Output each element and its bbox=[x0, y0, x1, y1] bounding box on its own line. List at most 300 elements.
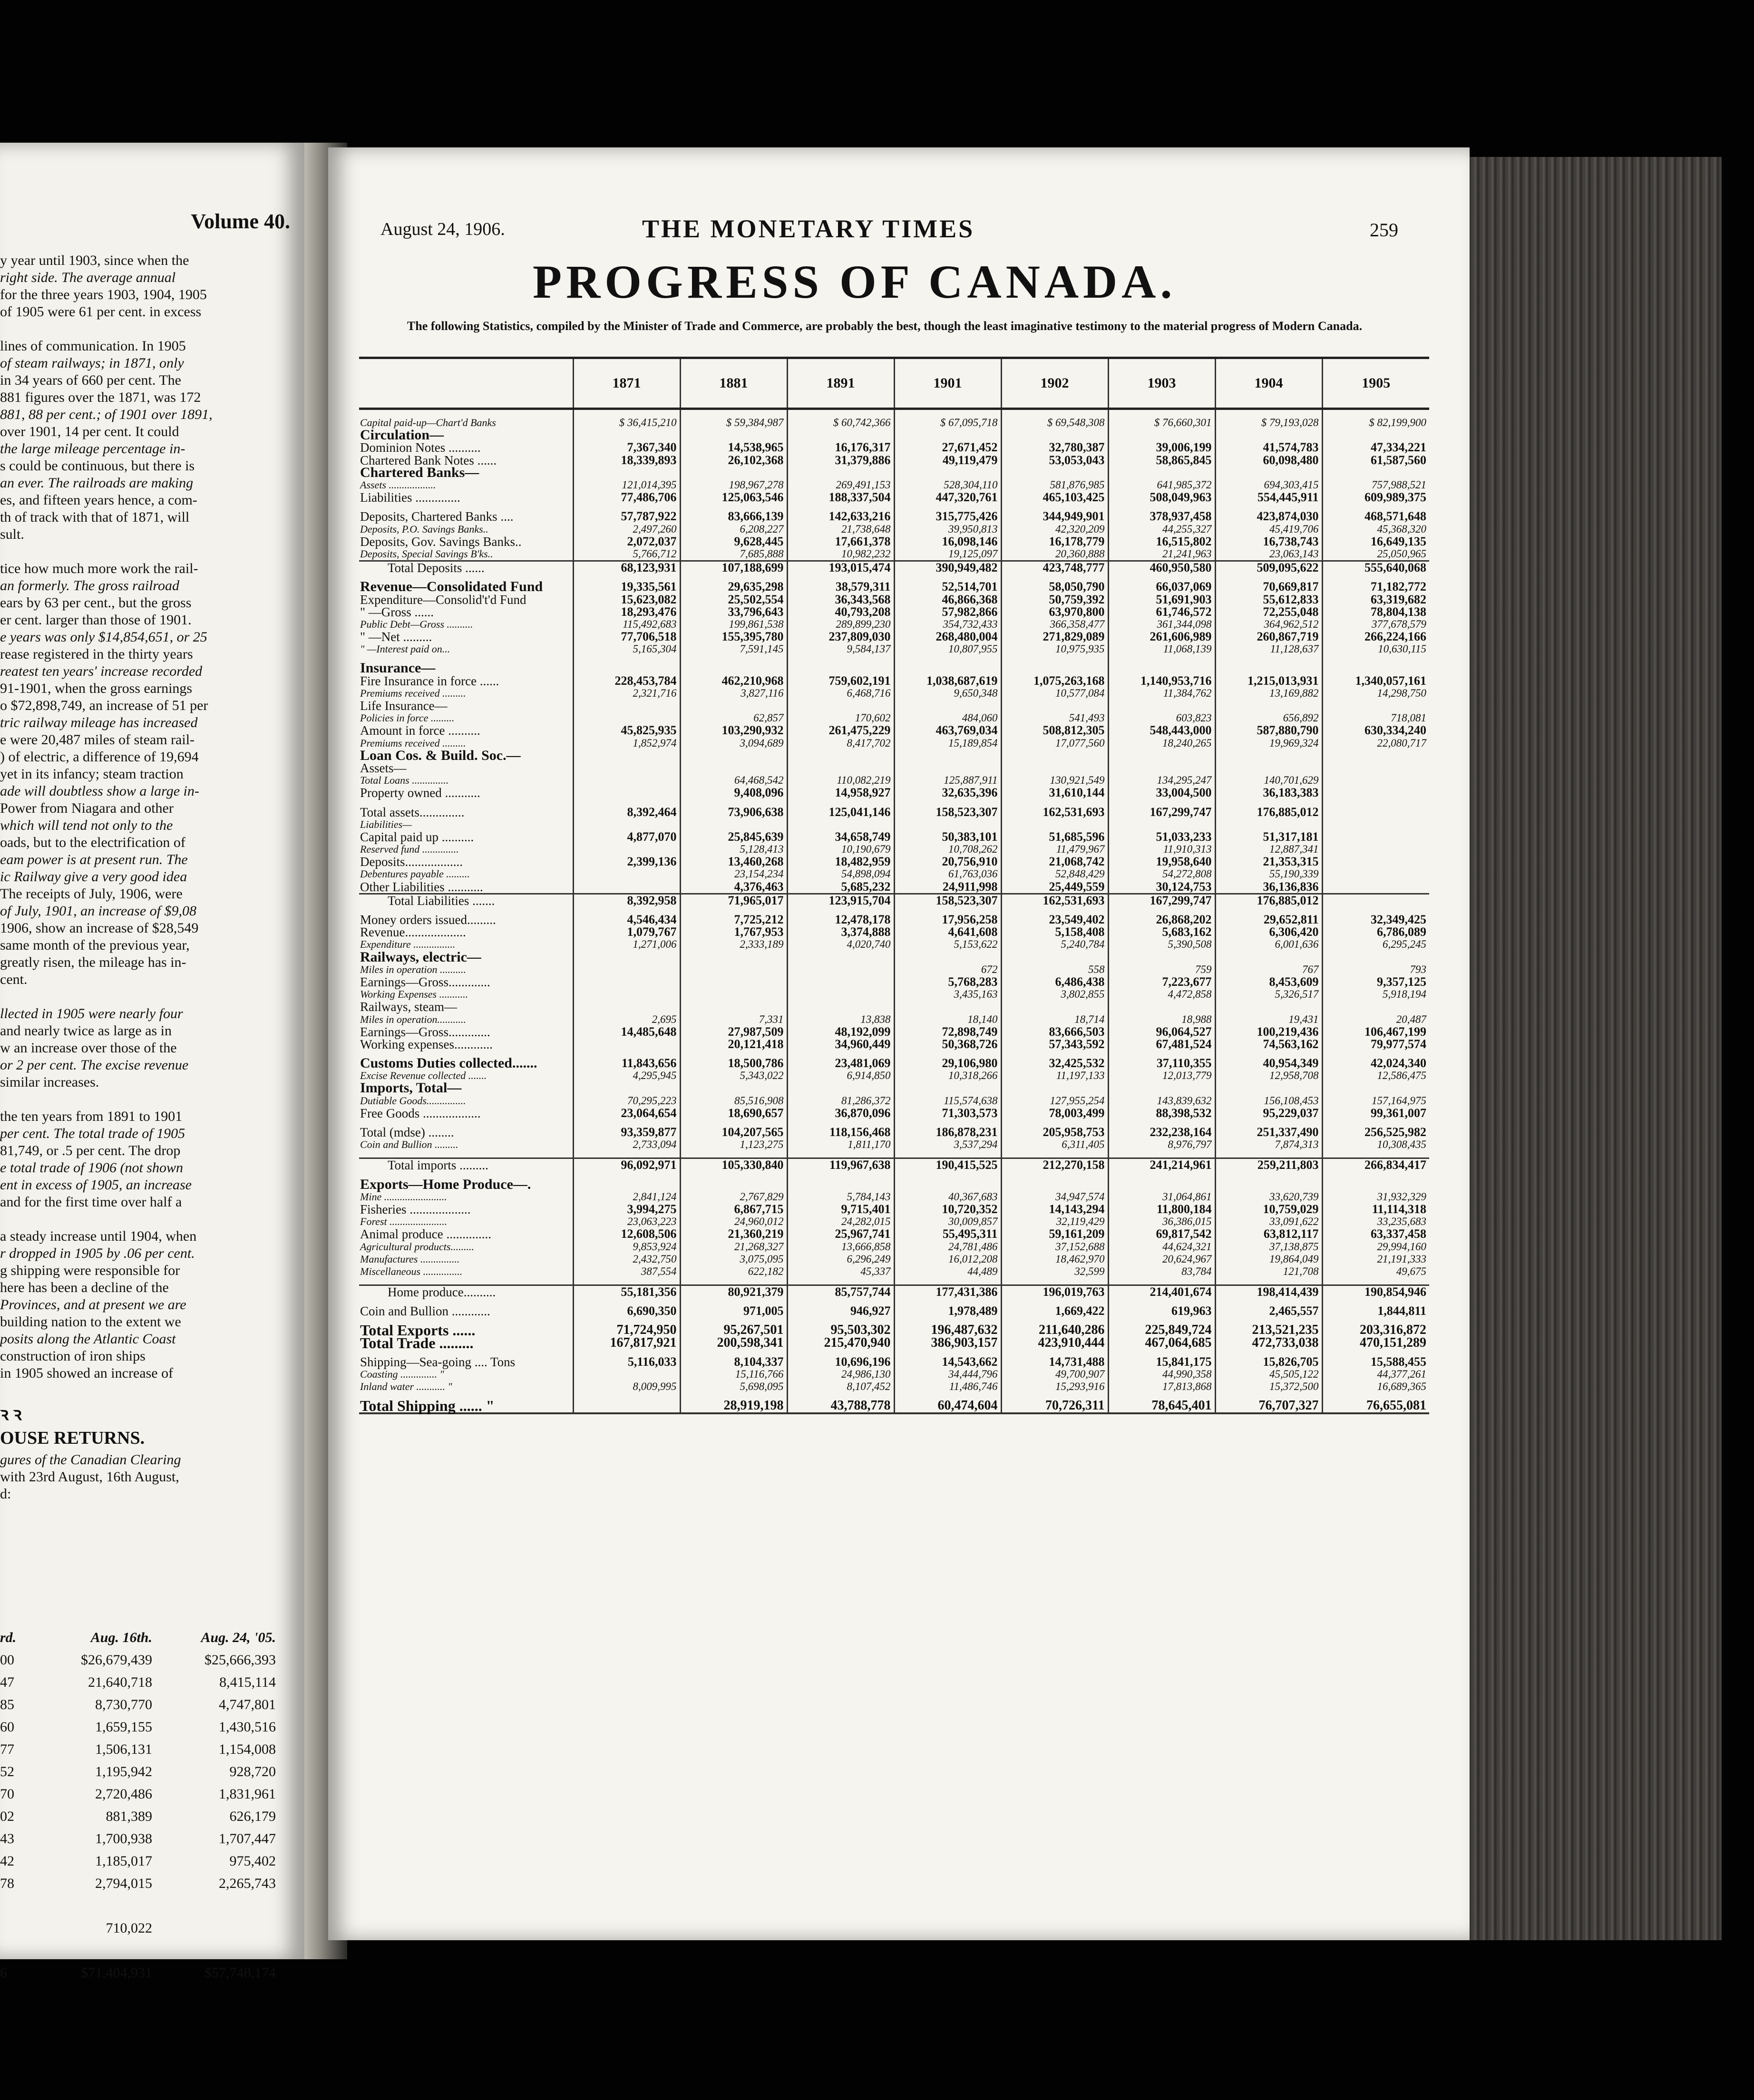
value-cell: 71,965,017 bbox=[680, 894, 787, 907]
row-label: Policies in force ......... bbox=[360, 712, 455, 724]
value-cell: 39,950,813 bbox=[894, 523, 1001, 535]
row-label: Deposits, Special Savings B'ks.. bbox=[360, 547, 493, 560]
value-cell bbox=[1215, 951, 1322, 963]
value-cell: 121,014,395 bbox=[573, 479, 680, 491]
value-cell: 104,207,565 bbox=[680, 1126, 787, 1138]
value-cell: 6,468,716 bbox=[787, 687, 894, 700]
value-cell bbox=[573, 429, 680, 441]
value-cell bbox=[1322, 799, 1429, 806]
left-text-line: o $72,898,749, an increase of 51 per bbox=[0, 698, 208, 713]
value-cell: 18,293,476 bbox=[573, 606, 680, 618]
value-cell bbox=[1322, 762, 1429, 774]
value-cell: 33,091,622 bbox=[1215, 1215, 1322, 1228]
value-cell bbox=[894, 655, 1001, 662]
value-cell: $ 79,193,028 bbox=[1215, 417, 1322, 429]
row-label: Capital paid-up—Chart'd Banks bbox=[360, 417, 496, 429]
row-label: Miles in operation .......... bbox=[360, 963, 467, 975]
table-row bbox=[359, 787, 1429, 799]
value-cell: 36,136,836 bbox=[1215, 881, 1322, 894]
row-label: Customs Duties collected....... bbox=[360, 1055, 537, 1071]
table-row bbox=[359, 774, 1429, 787]
value-cell: 793 bbox=[1322, 963, 1429, 976]
value-cell: 20,360,888 bbox=[1001, 548, 1108, 561]
value-cell: $ 69,548,308 bbox=[1001, 417, 1108, 429]
left-text-line bbox=[0, 321, 285, 338]
table-row bbox=[359, 417, 1429, 429]
value-cell: 23,481,069 bbox=[787, 1057, 894, 1069]
value-cell: 13,666,858 bbox=[787, 1240, 894, 1253]
spacer-row bbox=[359, 655, 1429, 662]
value-cell: 33,620,739 bbox=[1215, 1191, 1322, 1203]
left-text-line: r dropped in 1905 by .06 per cent. bbox=[0, 1245, 195, 1261]
row-label: Manufactures ............... bbox=[360, 1253, 460, 1265]
clearing-cell: 52 bbox=[0, 1763, 14, 1779]
clearing-row bbox=[0, 1760, 285, 1783]
row-label: Reserved fund .............. bbox=[360, 843, 459, 856]
value-cell bbox=[573, 467, 680, 479]
value-cell: 759,602,191 bbox=[787, 675, 894, 687]
value-cell: 260,867,719 bbox=[1215, 631, 1322, 643]
value-cell bbox=[1322, 818, 1429, 831]
value-cell: 8,976,797 bbox=[1108, 1138, 1215, 1151]
value-cell: 33,004,500 bbox=[1108, 787, 1215, 799]
value-cell: 23,154,234 bbox=[680, 868, 787, 880]
value-cell bbox=[894, 1001, 1001, 1013]
value-cell bbox=[1322, 467, 1429, 479]
value-cell bbox=[1322, 774, 1429, 787]
value-cell: 11,384,762 bbox=[1108, 687, 1215, 700]
value-cell: 167,299,747 bbox=[1108, 894, 1215, 907]
value-cell: 6,306,420 bbox=[1215, 926, 1322, 938]
value-cell: 7,591,145 bbox=[680, 643, 787, 655]
value-cell: 315,775,426 bbox=[894, 510, 1001, 523]
value-cell: 199,861,538 bbox=[680, 618, 787, 631]
value-cell: 10,975,935 bbox=[1001, 643, 1108, 655]
value-cell: 767 bbox=[1215, 963, 1322, 976]
value-cell: 3,094,689 bbox=[680, 737, 787, 749]
value-cell: 32,780,387 bbox=[1001, 441, 1108, 454]
value-cell: 12,608,506 bbox=[573, 1228, 680, 1240]
left-text-line: per cent. The total trade of 1905 bbox=[0, 1126, 185, 1141]
value-cell: 1,123,275 bbox=[680, 1138, 787, 1151]
left-text-line: Provinces, and at present we are bbox=[0, 1297, 186, 1312]
value-cell: 60,474,604 bbox=[894, 1400, 1001, 1413]
value-cell: 43,788,778 bbox=[787, 1400, 894, 1413]
value-cell bbox=[787, 818, 894, 831]
value-cell: 1,978,489 bbox=[894, 1305, 1001, 1317]
value-cell: 45,419,706 bbox=[1215, 523, 1322, 535]
value-cell bbox=[894, 951, 1001, 963]
value-cell bbox=[1322, 700, 1429, 712]
value-cell bbox=[894, 467, 1001, 479]
left-text-line: similar increases. bbox=[0, 1074, 99, 1090]
value-cell: 58,050,790 bbox=[1001, 581, 1108, 593]
value-cell: 119,967,638 bbox=[787, 1158, 894, 1172]
value-cell bbox=[573, 843, 680, 856]
value-cell: 125,063,546 bbox=[680, 491, 787, 504]
value-cell: 463,769,034 bbox=[894, 724, 1001, 737]
left-text-line: 881 figures over the 1871, was 172 bbox=[0, 389, 201, 405]
value-cell bbox=[1215, 762, 1322, 774]
left-text-line: over 1901, 14 per cent. It could bbox=[0, 424, 179, 439]
clearing-cell: 1,831,961 bbox=[219, 1786, 276, 1802]
row-label: Excise Revenue collected ....... bbox=[360, 1069, 487, 1082]
value-cell bbox=[1322, 1278, 1429, 1285]
clearing-cell: 43 bbox=[0, 1830, 14, 1847]
value-cell: 46,866,368 bbox=[894, 593, 1001, 605]
page-number: 259 bbox=[1370, 219, 1398, 241]
value-cell: 10,696,196 bbox=[787, 1356, 894, 1368]
value-cell: 17,956,258 bbox=[894, 914, 1001, 926]
value-cell: 107,188,699 bbox=[680, 561, 787, 574]
value-cell: 27,987,509 bbox=[680, 1026, 787, 1038]
value-cell: 40,793,208 bbox=[787, 606, 894, 618]
value-cell: 1,767,953 bbox=[680, 926, 787, 938]
clearing-cell: 1,430,516 bbox=[219, 1719, 276, 1735]
value-cell bbox=[1108, 1172, 1215, 1178]
row-label: Working Expenses ........... bbox=[360, 988, 468, 1001]
value-cell: 12,013,779 bbox=[1108, 1069, 1215, 1082]
value-cell: $ 76,660,301 bbox=[1108, 417, 1215, 429]
left-text-line: ic Railway give a very good idea bbox=[0, 869, 187, 885]
value-cell: 541,493 bbox=[1001, 712, 1108, 724]
value-cell bbox=[787, 429, 894, 441]
value-cell: 6,208,227 bbox=[680, 523, 787, 535]
value-cell: 16,515,802 bbox=[1108, 535, 1215, 548]
left-text-line: The receipts of July, 1906, were bbox=[0, 886, 183, 902]
value-cell: 1,075,263,168 bbox=[1001, 675, 1108, 687]
value-cell: 13,838 bbox=[787, 1013, 894, 1025]
value-cell bbox=[1108, 1278, 1215, 1285]
value-cell: 19,958,640 bbox=[1108, 856, 1215, 868]
value-cell: 130,921,549 bbox=[1001, 774, 1108, 787]
value-cell bbox=[1108, 655, 1215, 662]
table-row bbox=[359, 881, 1429, 894]
clearing-cell: 8,415,114 bbox=[219, 1674, 276, 1690]
clearing-row bbox=[0, 1917, 285, 1939]
row-label: Home produce.......... bbox=[359, 1285, 573, 1299]
value-cell: 10,759,029 bbox=[1215, 1203, 1322, 1215]
value-cell: 200,598,341 bbox=[680, 1337, 787, 1349]
left-text-line bbox=[0, 1211, 285, 1228]
value-cell: 31,064,861 bbox=[1108, 1191, 1215, 1203]
value-cell: 79,977,574 bbox=[1322, 1038, 1429, 1050]
value-cell: 11,128,637 bbox=[1215, 643, 1322, 655]
value-cell: 4,877,070 bbox=[573, 831, 680, 843]
value-cell bbox=[787, 409, 894, 417]
value-cell bbox=[680, 976, 787, 988]
clearing-cell: 6 bbox=[0, 1964, 7, 1981]
clearing-cell: $57,748,174 bbox=[205, 1964, 276, 1981]
table-row bbox=[359, 831, 1429, 843]
row-label: Coasting .............. " bbox=[360, 1368, 444, 1381]
value-cell bbox=[1322, 881, 1429, 894]
value-cell: 672 bbox=[894, 963, 1001, 976]
left-text-line bbox=[0, 1091, 285, 1108]
clearing-cell: rd. bbox=[0, 1629, 17, 1645]
value-cell bbox=[1322, 951, 1429, 963]
value-cell: 5,240,784 bbox=[1001, 938, 1108, 951]
value-cell: 14,485,648 bbox=[573, 1026, 680, 1038]
value-cell bbox=[1215, 409, 1322, 417]
value-cell: 4,020,740 bbox=[787, 938, 894, 951]
table-row bbox=[359, 1356, 1429, 1368]
value-cell bbox=[894, 762, 1001, 774]
value-cell: 241,214,961 bbox=[1108, 1158, 1215, 1172]
value-cell: 32,119,429 bbox=[1001, 1215, 1108, 1228]
value-cell bbox=[1322, 429, 1429, 441]
value-cell: 5,326,517 bbox=[1215, 988, 1322, 1001]
value-cell: 115,492,683 bbox=[573, 618, 680, 631]
value-cell: 2,767,829 bbox=[680, 1191, 787, 1203]
clearing-header-row bbox=[0, 1626, 285, 1649]
value-cell: 66,037,069 bbox=[1108, 581, 1215, 593]
year-header-1881: 1881 bbox=[680, 358, 787, 409]
value-cell: 24,960,012 bbox=[680, 1215, 787, 1228]
value-cell: 188,337,504 bbox=[787, 491, 894, 504]
article-subtitle: The following Statistics, compiled by the Minister of Trade and Commerce, are probably the best, though the least imaginative testimony to the material progress of Modern Canada. bbox=[407, 319, 1363, 333]
value-cell bbox=[573, 1178, 680, 1191]
clearing-cell: 00 bbox=[0, 1652, 14, 1668]
value-cell: 2,695 bbox=[573, 1013, 680, 1025]
row-label: Earnings—Gross............. bbox=[360, 974, 490, 989]
table-row bbox=[359, 963, 1429, 976]
row-label: Exports—Home Produce—. bbox=[360, 1176, 531, 1192]
value-cell: 78,645,401 bbox=[1108, 1400, 1215, 1413]
row-label: Debentures payable ......... bbox=[360, 868, 470, 880]
value-cell: 48,192,099 bbox=[787, 1026, 894, 1038]
value-cell: 213,521,235 bbox=[1215, 1324, 1322, 1336]
value-cell bbox=[1001, 1278, 1108, 1285]
value-cell bbox=[1215, 429, 1322, 441]
row-label: Dominion Notes .......... bbox=[360, 440, 481, 455]
value-cell: 5,698,095 bbox=[680, 1381, 787, 1393]
value-cell: 2,333,189 bbox=[680, 938, 787, 951]
value-cell bbox=[573, 787, 680, 799]
value-cell: 266,224,166 bbox=[1322, 631, 1429, 643]
value-cell: 423,748,777 bbox=[1001, 561, 1108, 574]
value-cell: 14,538,965 bbox=[680, 441, 787, 454]
table-row bbox=[359, 914, 1429, 926]
table-row bbox=[359, 926, 1429, 938]
value-cell bbox=[573, 1082, 680, 1094]
value-cell: 74,563,162 bbox=[1215, 1038, 1322, 1050]
value-cell: 603,823 bbox=[1108, 712, 1215, 724]
value-cell: 38,579,311 bbox=[787, 581, 894, 593]
year-header-row bbox=[359, 358, 1429, 409]
value-cell: 2,841,124 bbox=[573, 1191, 680, 1203]
year-header-1871: 1871 bbox=[573, 358, 680, 409]
table-row bbox=[359, 1107, 1429, 1119]
value-cell: 11,910,313 bbox=[1108, 843, 1215, 856]
value-cell: 10,318,266 bbox=[894, 1069, 1001, 1082]
left-text-line: the ten years from 1891 to 1901 bbox=[0, 1108, 183, 1124]
value-cell bbox=[680, 467, 787, 479]
value-cell: 261,606,989 bbox=[1108, 631, 1215, 643]
value-cell: 214,401,674 bbox=[1108, 1285, 1215, 1299]
value-cell: 16,738,743 bbox=[1215, 535, 1322, 548]
value-cell: 2,497,260 bbox=[573, 523, 680, 535]
table-row bbox=[359, 1038, 1429, 1050]
value-cell bbox=[1108, 818, 1215, 831]
value-cell bbox=[1001, 1001, 1108, 1013]
value-cell: 622,182 bbox=[680, 1265, 787, 1278]
value-cell: 18,140 bbox=[894, 1013, 1001, 1025]
clearing-cell: Aug. 16th. bbox=[90, 1629, 152, 1645]
spacer-row bbox=[359, 409, 1429, 417]
value-cell bbox=[894, 662, 1001, 674]
value-cell: 6,311,405 bbox=[1001, 1138, 1108, 1151]
value-cell: 142,633,216 bbox=[787, 510, 894, 523]
value-cell: 11,843,656 bbox=[573, 1057, 680, 1069]
value-cell: 5,766,712 bbox=[573, 548, 680, 561]
value-cell bbox=[1215, 1278, 1322, 1285]
value-cell: 23,063,143 bbox=[1215, 548, 1322, 561]
row-label: Chartered Banks— bbox=[360, 464, 479, 480]
table-row bbox=[359, 1253, 1429, 1265]
value-cell: 12,586,475 bbox=[1322, 1069, 1429, 1082]
clearing-row bbox=[0, 1850, 285, 1872]
left-text-line: 1906, show an increase of $28,549 bbox=[0, 920, 199, 936]
value-cell: 6,295,245 bbox=[1322, 938, 1429, 951]
row-label bbox=[359, 409, 573, 417]
value-cell: 85,516,908 bbox=[680, 1095, 787, 1107]
value-cell: 13,460,268 bbox=[680, 856, 787, 868]
value-cell: 9,408,096 bbox=[680, 787, 787, 799]
value-cell: 228,453,784 bbox=[573, 675, 680, 687]
value-cell: 15,372,500 bbox=[1215, 1381, 1322, 1393]
value-cell: 73,906,638 bbox=[680, 806, 787, 818]
value-cell: 26,868,202 bbox=[1108, 914, 1215, 926]
value-cell bbox=[573, 988, 680, 1001]
value-cell: 54,898,094 bbox=[787, 868, 894, 880]
value-cell: 11,114,318 bbox=[1322, 1203, 1429, 1215]
left-text-line: and for the first time over half a bbox=[0, 1194, 182, 1210]
value-cell bbox=[680, 700, 787, 712]
table-row bbox=[359, 675, 1429, 687]
value-cell: 49,675 bbox=[1322, 1265, 1429, 1278]
value-cell: 4,376,463 bbox=[680, 881, 787, 894]
value-cell bbox=[894, 1278, 1001, 1285]
clearing-cell: 1,707,447 bbox=[219, 1830, 276, 1847]
value-cell bbox=[1215, 655, 1322, 662]
value-cell: 45,825,935 bbox=[573, 724, 680, 737]
clearing-cell: 8,730,770 bbox=[95, 1696, 152, 1712]
value-cell bbox=[894, 1178, 1001, 1191]
value-cell: 34,444,796 bbox=[894, 1368, 1001, 1381]
row-label: Liabilities .............. bbox=[360, 490, 460, 505]
value-cell: 198,967,278 bbox=[680, 479, 787, 491]
row-label: Insurance— bbox=[360, 660, 436, 676]
value-cell: 364,962,512 bbox=[1215, 618, 1322, 631]
statistics-table bbox=[359, 357, 1429, 1414]
value-cell: 51,685,596 bbox=[1001, 831, 1108, 843]
value-cell: 14,543,662 bbox=[894, 1356, 1001, 1368]
row-label: " —Gross ...... bbox=[360, 604, 434, 619]
value-cell bbox=[1108, 662, 1215, 674]
table-row bbox=[359, 1026, 1429, 1038]
clearing-cell: 975,402 bbox=[229, 1853, 276, 1869]
left-text-line: rease registered in the thirty years bbox=[0, 646, 193, 662]
table-row bbox=[359, 1178, 1429, 1191]
value-cell: 78,003,499 bbox=[1001, 1107, 1108, 1119]
value-cell: 378,937,458 bbox=[1108, 510, 1215, 523]
value-cell: 465,103,425 bbox=[1001, 491, 1108, 504]
value-cell bbox=[680, 963, 787, 976]
value-cell: 17,077,560 bbox=[1001, 737, 1108, 749]
value-cell: 205,958,753 bbox=[1001, 1126, 1108, 1138]
row-label: Revenue—Consolidated Fund bbox=[360, 579, 543, 595]
left-text-line bbox=[0, 988, 285, 1005]
value-cell bbox=[1215, 1151, 1322, 1158]
value-cell: 587,880,790 bbox=[1215, 724, 1322, 737]
value-cell: 44,990,358 bbox=[1108, 1368, 1215, 1381]
value-cell: 71,182,772 bbox=[1322, 581, 1429, 593]
value-cell bbox=[1001, 662, 1108, 674]
value-cell: 20,624,967 bbox=[1108, 1253, 1215, 1265]
table-row bbox=[359, 1001, 1429, 1013]
value-cell: 36,343,568 bbox=[787, 593, 894, 605]
row-label: Imports, Total— bbox=[360, 1080, 462, 1096]
year-header-1902: 1902 bbox=[1001, 358, 1108, 409]
value-cell bbox=[787, 1172, 894, 1178]
value-cell bbox=[1322, 894, 1429, 907]
value-cell: 96,092,971 bbox=[573, 1158, 680, 1172]
value-cell: 83,666,139 bbox=[680, 510, 787, 523]
value-cell: 387,554 bbox=[573, 1265, 680, 1278]
value-cell: 70,726,311 bbox=[1001, 1400, 1108, 1413]
table-row bbox=[359, 818, 1429, 831]
table-row bbox=[359, 1191, 1429, 1203]
clearing-cell: 2,794,015 bbox=[95, 1875, 152, 1891]
value-cell bbox=[680, 662, 787, 674]
value-cell bbox=[573, 1368, 680, 1381]
value-cell: 55,181,356 bbox=[573, 1285, 680, 1299]
value-cell: 54,272,808 bbox=[1108, 868, 1215, 880]
value-cell: 4,295,945 bbox=[573, 1069, 680, 1082]
value-cell: 3,827,116 bbox=[680, 687, 787, 700]
value-cell bbox=[1001, 700, 1108, 712]
value-cell: 27,671,452 bbox=[894, 441, 1001, 454]
clearing-row bbox=[0, 1716, 285, 1738]
value-cell: 51,033,233 bbox=[1108, 831, 1215, 843]
value-cell: 289,899,230 bbox=[787, 618, 894, 631]
left-text-line bbox=[0, 1382, 285, 1399]
clearing-cell: 710,022 bbox=[106, 1920, 152, 1936]
year-header-1903: 1903 bbox=[1108, 358, 1215, 409]
value-cell: 548,443,000 bbox=[1108, 724, 1215, 737]
value-cell: 268,480,004 bbox=[894, 631, 1001, 643]
value-cell bbox=[573, 881, 680, 894]
table-row bbox=[359, 548, 1429, 561]
value-cell: 8,417,702 bbox=[787, 737, 894, 749]
table-row bbox=[359, 843, 1429, 856]
clearing-cell: 02 bbox=[0, 1808, 14, 1824]
value-cell: 127,955,254 bbox=[1001, 1095, 1108, 1107]
value-cell bbox=[1108, 700, 1215, 712]
table-row bbox=[359, 749, 1429, 762]
clearing-cell: 47 bbox=[0, 1674, 14, 1690]
value-cell: 237,809,030 bbox=[787, 631, 894, 643]
left-text-line: same month of the previous year, bbox=[0, 937, 190, 953]
left-text-line: building nation to the extent we bbox=[0, 1314, 181, 1330]
value-cell: 10,708,262 bbox=[894, 843, 1001, 856]
value-cell: 2,321,716 bbox=[573, 687, 680, 700]
value-cell: 3,075,095 bbox=[680, 1253, 787, 1265]
value-cell: 25,845,639 bbox=[680, 831, 787, 843]
value-cell bbox=[573, 1393, 680, 1400]
value-cell: 10,190,679 bbox=[787, 843, 894, 856]
